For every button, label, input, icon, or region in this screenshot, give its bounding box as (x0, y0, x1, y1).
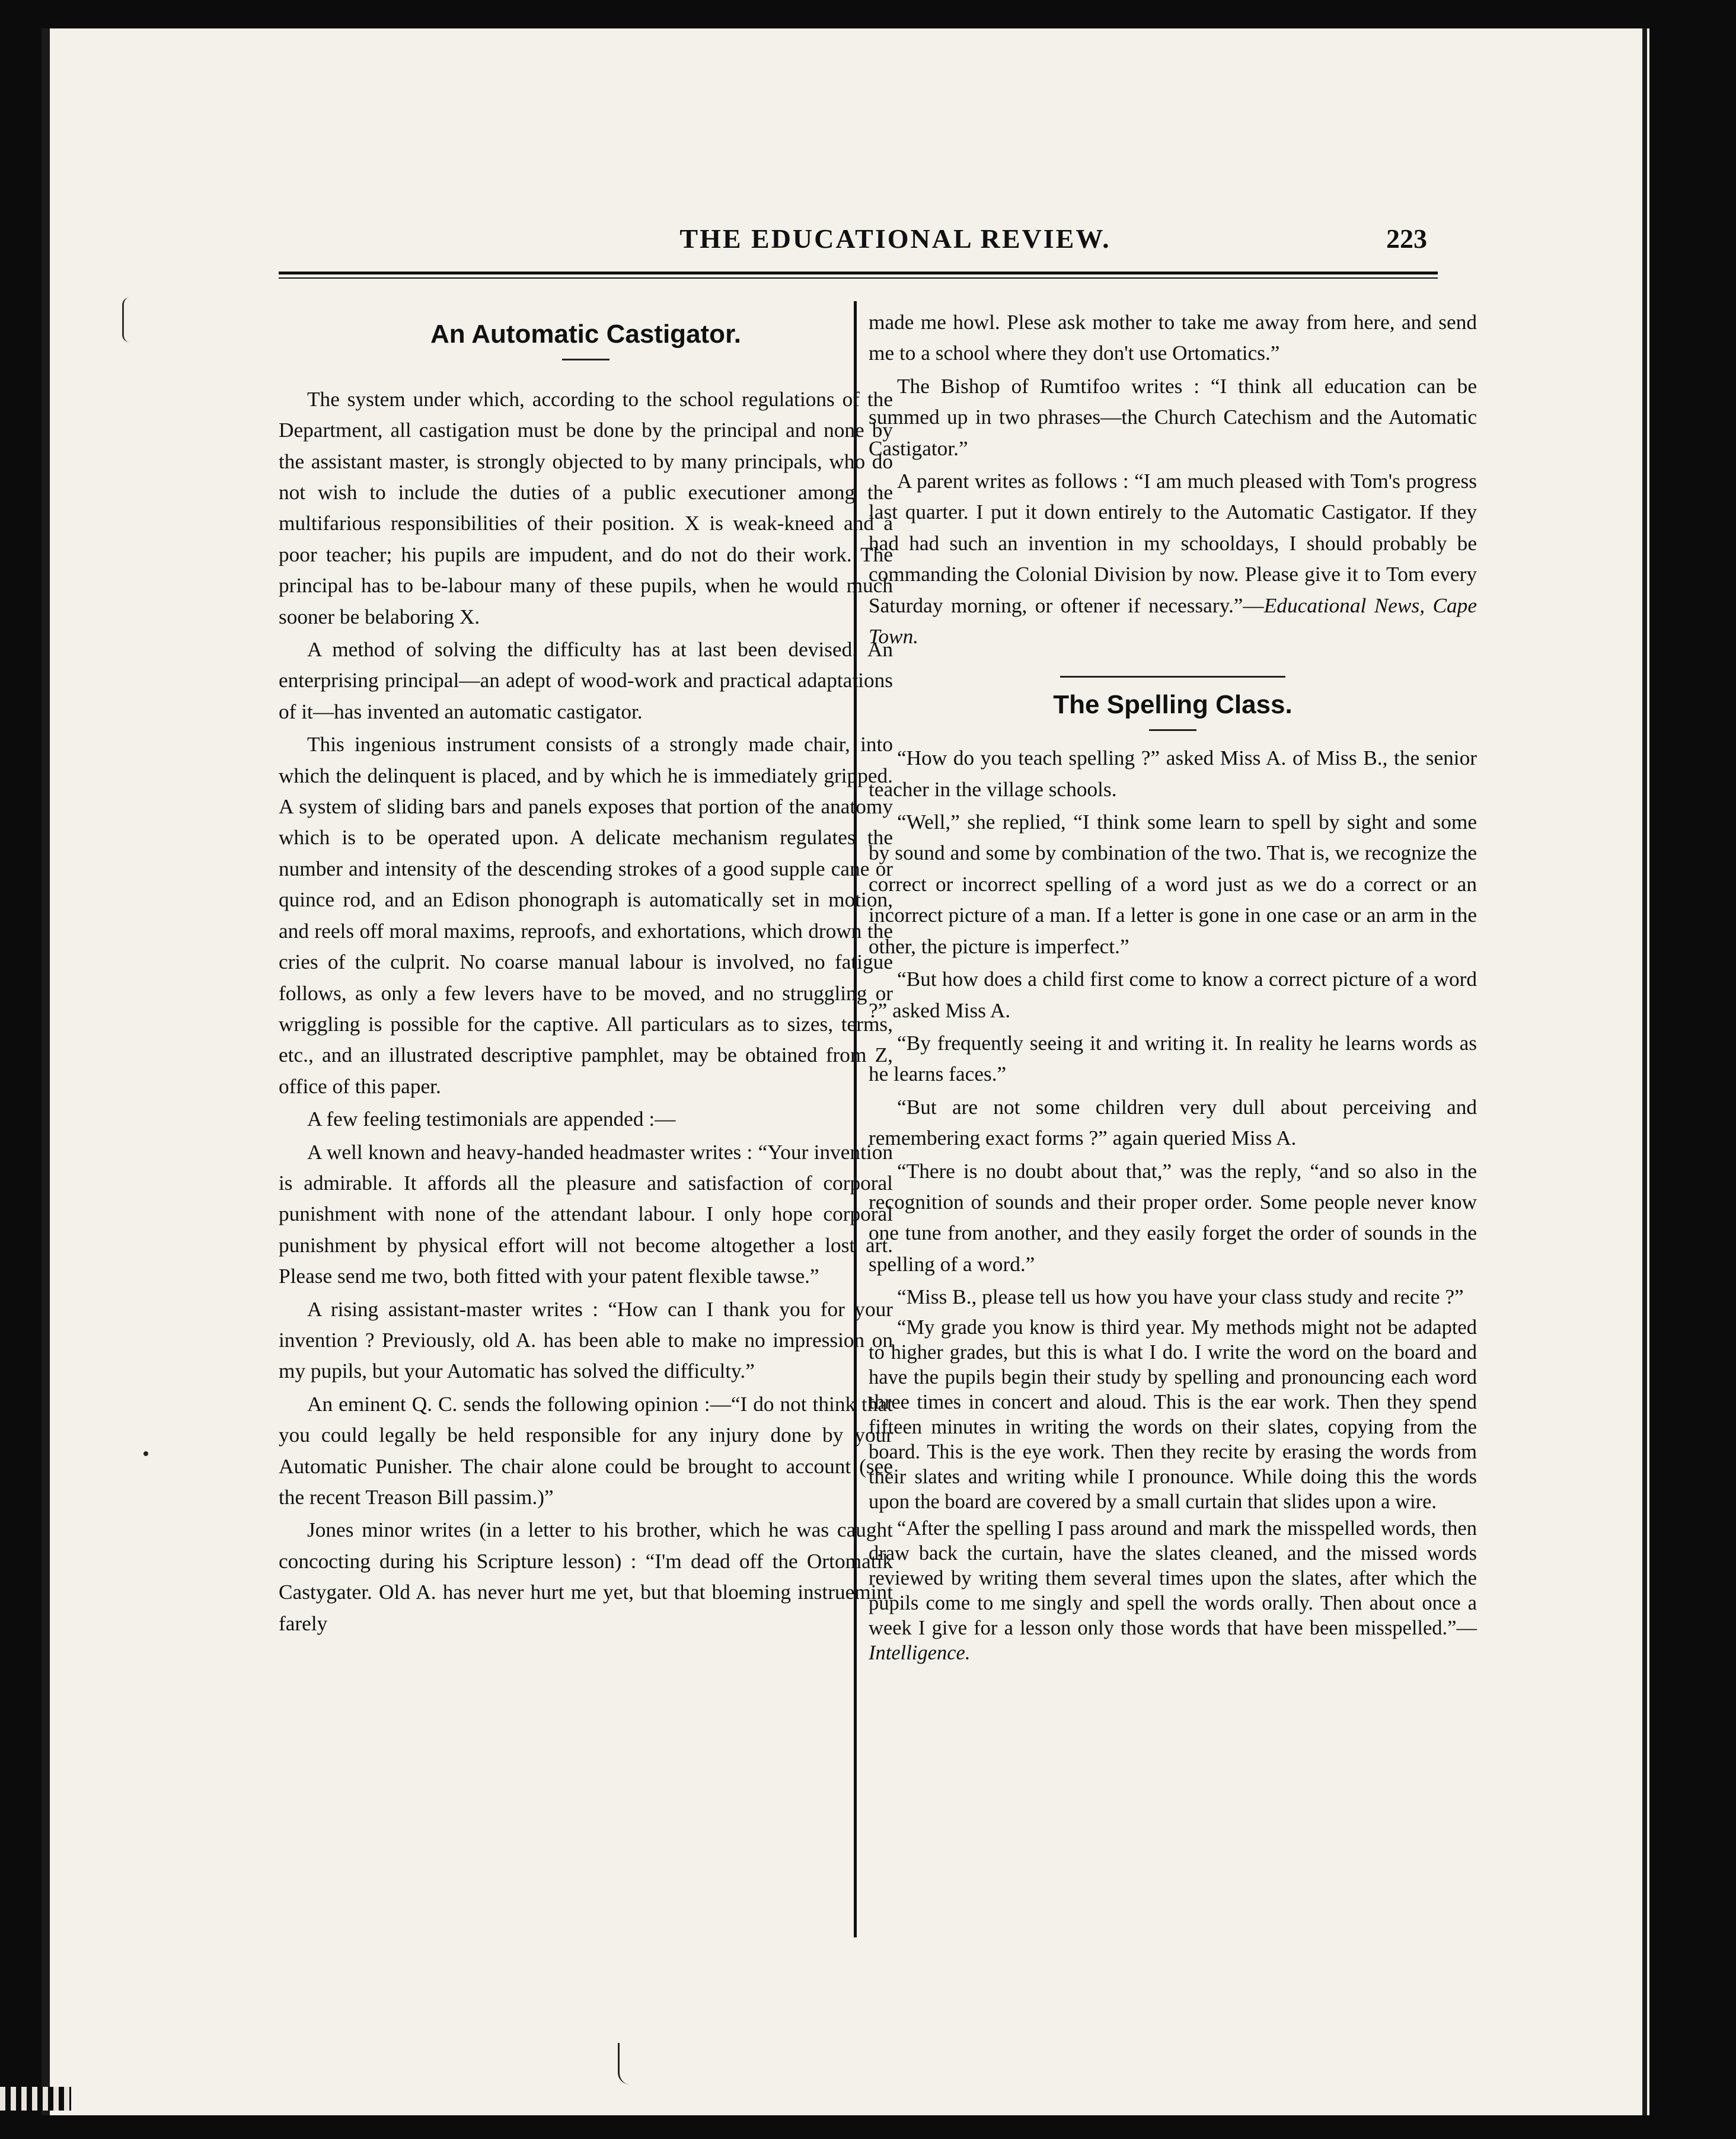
paragraph-text: A parent writes as follows : “I am much pleased with Tom's progress last quarter. I put it down entirely to the Automatic Castigator. If they had had such an invention in my schooldays, I should probably be commanding the Colonial Division by now. Please give it to Tom every Saturday morning, or oftener if necessary.”— (869, 470, 1477, 617)
paragraph: A few feeling testimonials are appended :— (307, 1107, 676, 1131)
article-title: The Spelling Class. (1053, 690, 1293, 720)
paragraph: “There is no doubt about that,” was the reply, “and so also in the recognition of sounds and their proper order. Some people never know one tune from another, and they easily forget the order of sounds in the spelling of a word.” (869, 1159, 1477, 1276)
header-rule-thin (279, 277, 1438, 279)
source-citation: Educational News, Cape Town. (869, 593, 1477, 649)
title-rule (562, 359, 609, 360)
pencil-mark (618, 2043, 637, 2084)
paragraph: “By frequently seeing it and writing it. In reality he learns words as he learns faces.” (869, 1031, 1477, 1086)
section-separator (1060, 676, 1285, 678)
ink-dot (143, 1451, 148, 1456)
page-number: 223 (1386, 224, 1427, 254)
paragraph: An eminent Q. C. sends the following opinion :—“I do not think that you could legally be held responsible for any injury done by your Automatic Punisher. The chair alone could be brought to account (see the recent Treason Bill passim.)” (279, 1392, 893, 1509)
paragraph: made me howl. Plese ask mother to take me away from here, and send me to a school where they don't use Ortomatics.” (869, 311, 1477, 365)
paragraph: “My grade you know is third year. My methods might not be adapted to higher grades, but this is what I do. I write the word on the board and have the pupils begin their study by spelling and pronouncing each word three times in concert and aloud. This is the ear work. Then they spend fifteen minutes in writing the words on their slates, copying from the board. This is the eye work. Then they recite by erasing the words from their slates and writing while I pronounce. While doing this the words upon the board are covered by a small curtain that slides upon a wire. (869, 1316, 1477, 1513)
paragraph (869, 466, 1477, 652)
header-rule-thick (279, 272, 1438, 274)
paragraph (869, 1516, 1477, 1665)
paragraph: The Bishop of Rumtifoo writes : “I think all education can be summed up in two phrases—the Church Catechism and the Automatic Castigator.” (869, 374, 1477, 460)
binding-stitch-marks (0, 2087, 71, 2111)
right-column (869, 307, 1477, 1667)
source-citation: Intelligence. (869, 1641, 971, 1664)
paragraph-text: “After the spelling I pass around and mark the misspelled words, then draw back the curtain, have the slates cleaned, and the missed words reviewed by writing them several times upon the slates, after which the pupils come to me singly and spell the words orally. Then about once a week I give for a lesson only those words that have been misspelled.”— (869, 1517, 1477, 1639)
running-head: THE EDUCATIONAL REVIEW. (679, 224, 1111, 254)
paragraph: Jones minor writes (in a letter to his brother, which he was caught concocting during his Scripture lesson) : “I'm dead off the Ortomatik Castygater. Old A. has never hurt me yet, but that bloeming instruemint farely (279, 1518, 893, 1635)
paragraph: A method of solving the difficulty has at last been devised. An enterprising principal—an adept of wood-work and practical adaptations of it—has invented an automatic castigator. (279, 638, 893, 723)
paragraph: This ingenious instrument consists of a strongly made chair, into which the delinquent is placed, and by which he is immediately gripped. A system of sliding bars and panels exposes that portion of the anatomy which is to be operated upon. A delicate mechanism regulates the number and intensity of the descending strokes of a good supple cane or quince rod, and an Edison phonograph is automatically set in motion, and reels off moral maxims, reproofs, and exhortations, which drown the cries of the culprit. No coarse manual labour is involved, no fatigue follows, as only a few levers have to be moved, and no struggling or wriggling is possible for the captive. All particulars as to sizes, terms, etc., and an illustrated descriptive pamphlet, may be obtained from Z, office of this paper. (279, 733, 893, 1098)
paragraph: “Well,” she replied, “I think some learn to spell by sight and some by sound and some by combination of the two. That is, we recognize the correct or incorrect spelling of a word just as we do a correct or an incorrect picture of a man. If a letter is gone in one case or an arm in the other, the picture is imperfect.” (869, 810, 1477, 958)
article-title: An Automatic Castigator. (430, 320, 741, 349)
binding-edge-bar (42, 28, 50, 2115)
page-edge-line (1642, 28, 1647, 2115)
left-column (279, 307, 893, 1641)
scanned-page (42, 28, 1649, 2115)
paragraph: A rising assistant-master writes : “How can I thank you for your invention ? Previously, old A. has been able to make no impression on my pupils, but your Automatic has solved the difficulty.” (279, 1297, 893, 1383)
paragraph: “How do you teach spelling ?” asked Miss A. of Miss B., the senior teacher in the village schools. (869, 746, 1477, 801)
paragraph: “But are not some children very dull about perceiving and remembering exact forms ?” again queried Miss A. (869, 1095, 1477, 1150)
paragraph: “But how does a child first come to know a correct picture of a word ?” asked Miss A. (869, 968, 1477, 1022)
paragraph: “Miss B., please tell us how you have your class study and recite ?” (897, 1285, 1464, 1309)
paragraph: The system under which, according to the school regulations of the Department, all castigation must be done by the principal and none by the assistant master, is strongly objected to by many principals, who do not wish to include the duties of a public executioner among the multifarious responsibilities of their position. X is weak-kneed and a poor teacher; his pupils are impudent, and do not do their work. The principal has to be-labour many of these pupils, when he would much sooner be belaboring X. (279, 387, 893, 628)
title-rule (1149, 729, 1196, 731)
margin-bracket-mark (122, 298, 130, 342)
paragraph: A well known and heavy-handed headmaster writes : “Your invention is admirable. It affords all the pleasure and satisfaction of corporal punishment with none of the attendant labour. I only hope corporal punishment by physical effort will not become altogether a lost art. Please send me two, both fitted with your patent flexible tawse.” (279, 1140, 893, 1288)
